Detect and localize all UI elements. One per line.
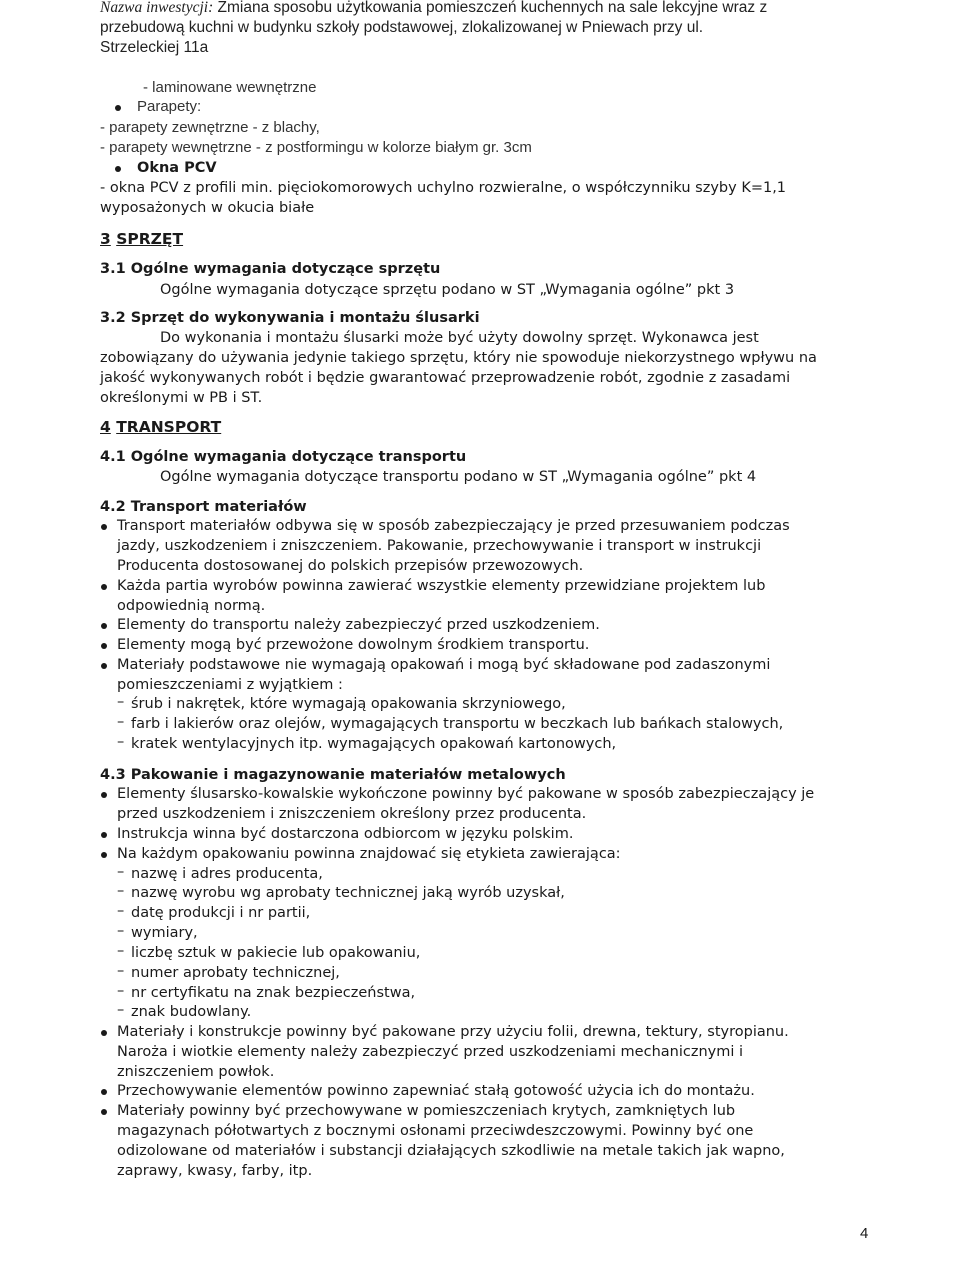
para-3-2-line-3: jakość wykonywanych robót i będzie gwarantować przeprowadzenie robót, zgodnie z zasadami [100,370,791,386]
list-item-pakowanie-2: Instrukcja winna być dostarczona odbiorcom w języku polskim. [117,826,574,842]
intro-line-okna-1: - okna PCV z profili min. pięciokomorowych uchylno rozwieralne, o współczynniku szyby K=1,1 [100,180,787,196]
label-item-znak: znak budowlany. [131,1004,252,1020]
bullet-icon [101,852,107,858]
list-item-transport-1-cont: Producenta dostosowanej do polskich przepisów przewozowych. [117,558,584,574]
dash-icon: – [117,734,125,750]
label-item-nazwa: nazwę wyrobu wg aprobaty technicznej jaką wyrób uzyskał, [131,885,565,901]
bullet-icon [101,584,107,590]
dash-item-sruby: śrub i nakrętek, które wymagają opakowania skrzyniowego, [131,696,566,712]
label-item-wymiary: wymiary, [131,925,198,941]
project-title-part: Zmiana sposobu użytkowania pomieszczeń kuchennych na sale lekcyjne wraz z [217,0,768,16]
section-3-heading [100,228,183,250]
bullet-icon [101,1089,107,1095]
dash-icon: – [117,923,125,939]
para-3-2-line-4: określonymi w PB i ST. [100,390,263,406]
intro-line-parapety-wewn: - parapety wewnętrzne - z postformingu w kolorze białym gr. 3cm [100,139,532,156]
list-item-transport-5: Materiały podstawowe nie wymagają opakowań i mogą być składowane pod zadaszonymi [117,657,771,673]
label-item-producent: nazwę i adres producenta, [131,866,323,882]
label-item-data: datę produkcji i nr partii, [131,905,311,921]
parapety-heading: Parapety: [137,98,202,115]
intro-line-parapety-zewn: - parapety zewnętrzne - z blachy, [100,119,320,136]
para-3-2-line-1: Do wykonania i montażu ślusarki może być użyty dowolny sprzęt. Wykonawca jest [160,330,759,346]
list-item-pakowanie-3: Na każdym opakowaniu powinna znajdować się etykieta zawierająca: [117,846,621,862]
bullet-icon [101,832,107,838]
list-item-pakowanie-1-cont: przed uszkodzeniem i zniszczeniem określony przez producenta. [117,806,587,822]
para-3-1: Ogólne wymagania dotyczące sprzętu podano w ST „Wymagania ogólne” pkt 3 [160,282,735,298]
list-item-transport-2: Każda partia wyrobów powinna zawierać wszystkie elementy przewidziane projektem lub [117,578,766,594]
label-item-aprobata: numer aprobaty technicznej, [131,965,340,981]
label-item-certyfikat: nr certyfikatu na znak bezpieczeństwa, [131,985,416,1001]
dash-item-kratki: kratek wentylacyjnych itp. wymagających opakowań kartonowych, [131,736,617,752]
dash-icon: – [117,983,125,999]
project-label: Nazwa inwestycji: [100,0,214,16]
section-4-heading [100,416,221,438]
bullet-icon [115,105,121,111]
list-item-transport-5-cont: pomieszczeniami z wyjątkiem : [117,677,343,693]
bullet-icon [101,663,107,669]
para-4-1: Ogólne wymagania dotyczące transportu podano w ST „Wymagania ogólne” pkt 4 [160,469,757,485]
list-item-pakowanie-6-cont: magazynach półotwartych z bocznymi osłonami przeciwdeszczowymi. Powinny być one [117,1123,754,1139]
heading-4-2: 4.2 Transport materiałów [100,499,307,515]
bullet-icon [101,643,107,649]
list-item-transport-4: Elementy mogą być przewożone dowolnym środkiem transportu. [117,637,590,653]
dash-item-farby: farb i lakierów oraz olejów, wymagających transportu w beczkach lub bańkach stalowych, [131,716,784,732]
list-item-transport-1-cont: jazdy, uszkodzeniem i zniszczeniem. Pakowanie, przechowywanie i transport w instrukcji [117,538,762,554]
list-item-transport-1: Transport materiałów odbywa się w sposób zabezpieczający je przed przesuwaniem podczas [117,518,790,534]
dash-icon: – [117,714,125,730]
dash-icon: – [117,963,125,979]
section-3-number: 3 [100,230,111,248]
list-item-pakowanie-5: Przechowywanie elementów powinno zapewniać stałą gotowość użycia ich do montażu. [117,1083,755,1099]
page-number: 4 [860,1225,869,1242]
project-header-line-1 [100,0,767,18]
bullet-icon [101,524,107,530]
list-item-pakowanie-4: Materiały i konstrukcje powinny być pakowane przy użyciu folii, drewna, tektury, styropianu. [117,1024,789,1040]
project-header-line-2: przebudową kuchni w budynku szkoły podstawowej, zlokalizowanej w Pniewach przy ul. [100,19,704,36]
bullet-icon [101,792,107,798]
dash-icon: – [117,943,125,959]
list-item-pakowanie-1: Elementy ślusarsko-kowalskie wykończone powinny być pakowane w sposób zabezpieczający je [117,786,815,802]
list-item-transport-2-cont: odpowiednią normą. [117,598,266,614]
bullet-icon [115,166,121,172]
heading-3-2: 3.2 Sprzęt do wykonywania i montażu ślusarki [100,310,480,326]
dash-icon: – [117,883,125,899]
section-4-number: 4 [100,418,111,436]
bullet-icon [101,1030,107,1036]
list-item-pakowanie-4-cont: Naroża i wiotkie elementy należy zabezpieczyć przed uszkodzeniami mechanicznymi i [117,1044,744,1060]
list-item-pakowanie-4-cont: zniszczeniem powłok. [117,1064,275,1080]
section-3-title: SPRZĘT [116,230,184,248]
list-item-pakowanie-6-cont: zaprawy, kwasy, farby, itp. [117,1163,313,1179]
label-item-liczba: liczbę sztuk w pakiecie lub opakowaniu, [131,945,421,961]
section-4-title: TRANSPORT [116,418,222,436]
para-3-2-line-2: zobowiązany do używania jedynie takiego sprzętu, który nie spowoduje niekorzystnego wpływu na [100,350,817,366]
dash-icon: – [117,1002,125,1018]
heading-4-3: 4.3 Pakowanie i magazynowanie materiałów metalowych [100,767,566,783]
intro-line-laminowane: - laminowane wewnętrzne [143,79,317,96]
intro-line-okna-2: wyposażonych w okucia białe [100,200,315,216]
dash-icon: – [117,903,125,919]
dash-icon: – [117,694,125,710]
bullet-icon [101,1109,107,1115]
project-header-line-3: Strzeleckiej 11a [100,39,209,56]
okna-heading: Okna PCV [137,160,217,176]
heading-3-1: 3.1 Ogólne wymagania dotyczące sprzętu [100,261,441,277]
dash-icon: – [117,864,125,880]
list-item-transport-3: Elementy do transportu należy zabezpieczyć przed uszkodzeniem. [117,617,600,633]
heading-4-1: 4.1 Ogólne wymagania dotyczące transportu [100,449,467,465]
list-item-pakowanie-6-cont: odizolowane od materiałów i substancji działających szkodliwie na metale takich jak wapno, [117,1143,785,1159]
list-item-pakowanie-6: Materiały powinny być przechowywane w pomieszczeniach krytych, zamkniętych lub [117,1103,736,1119]
bullet-icon [101,623,107,629]
